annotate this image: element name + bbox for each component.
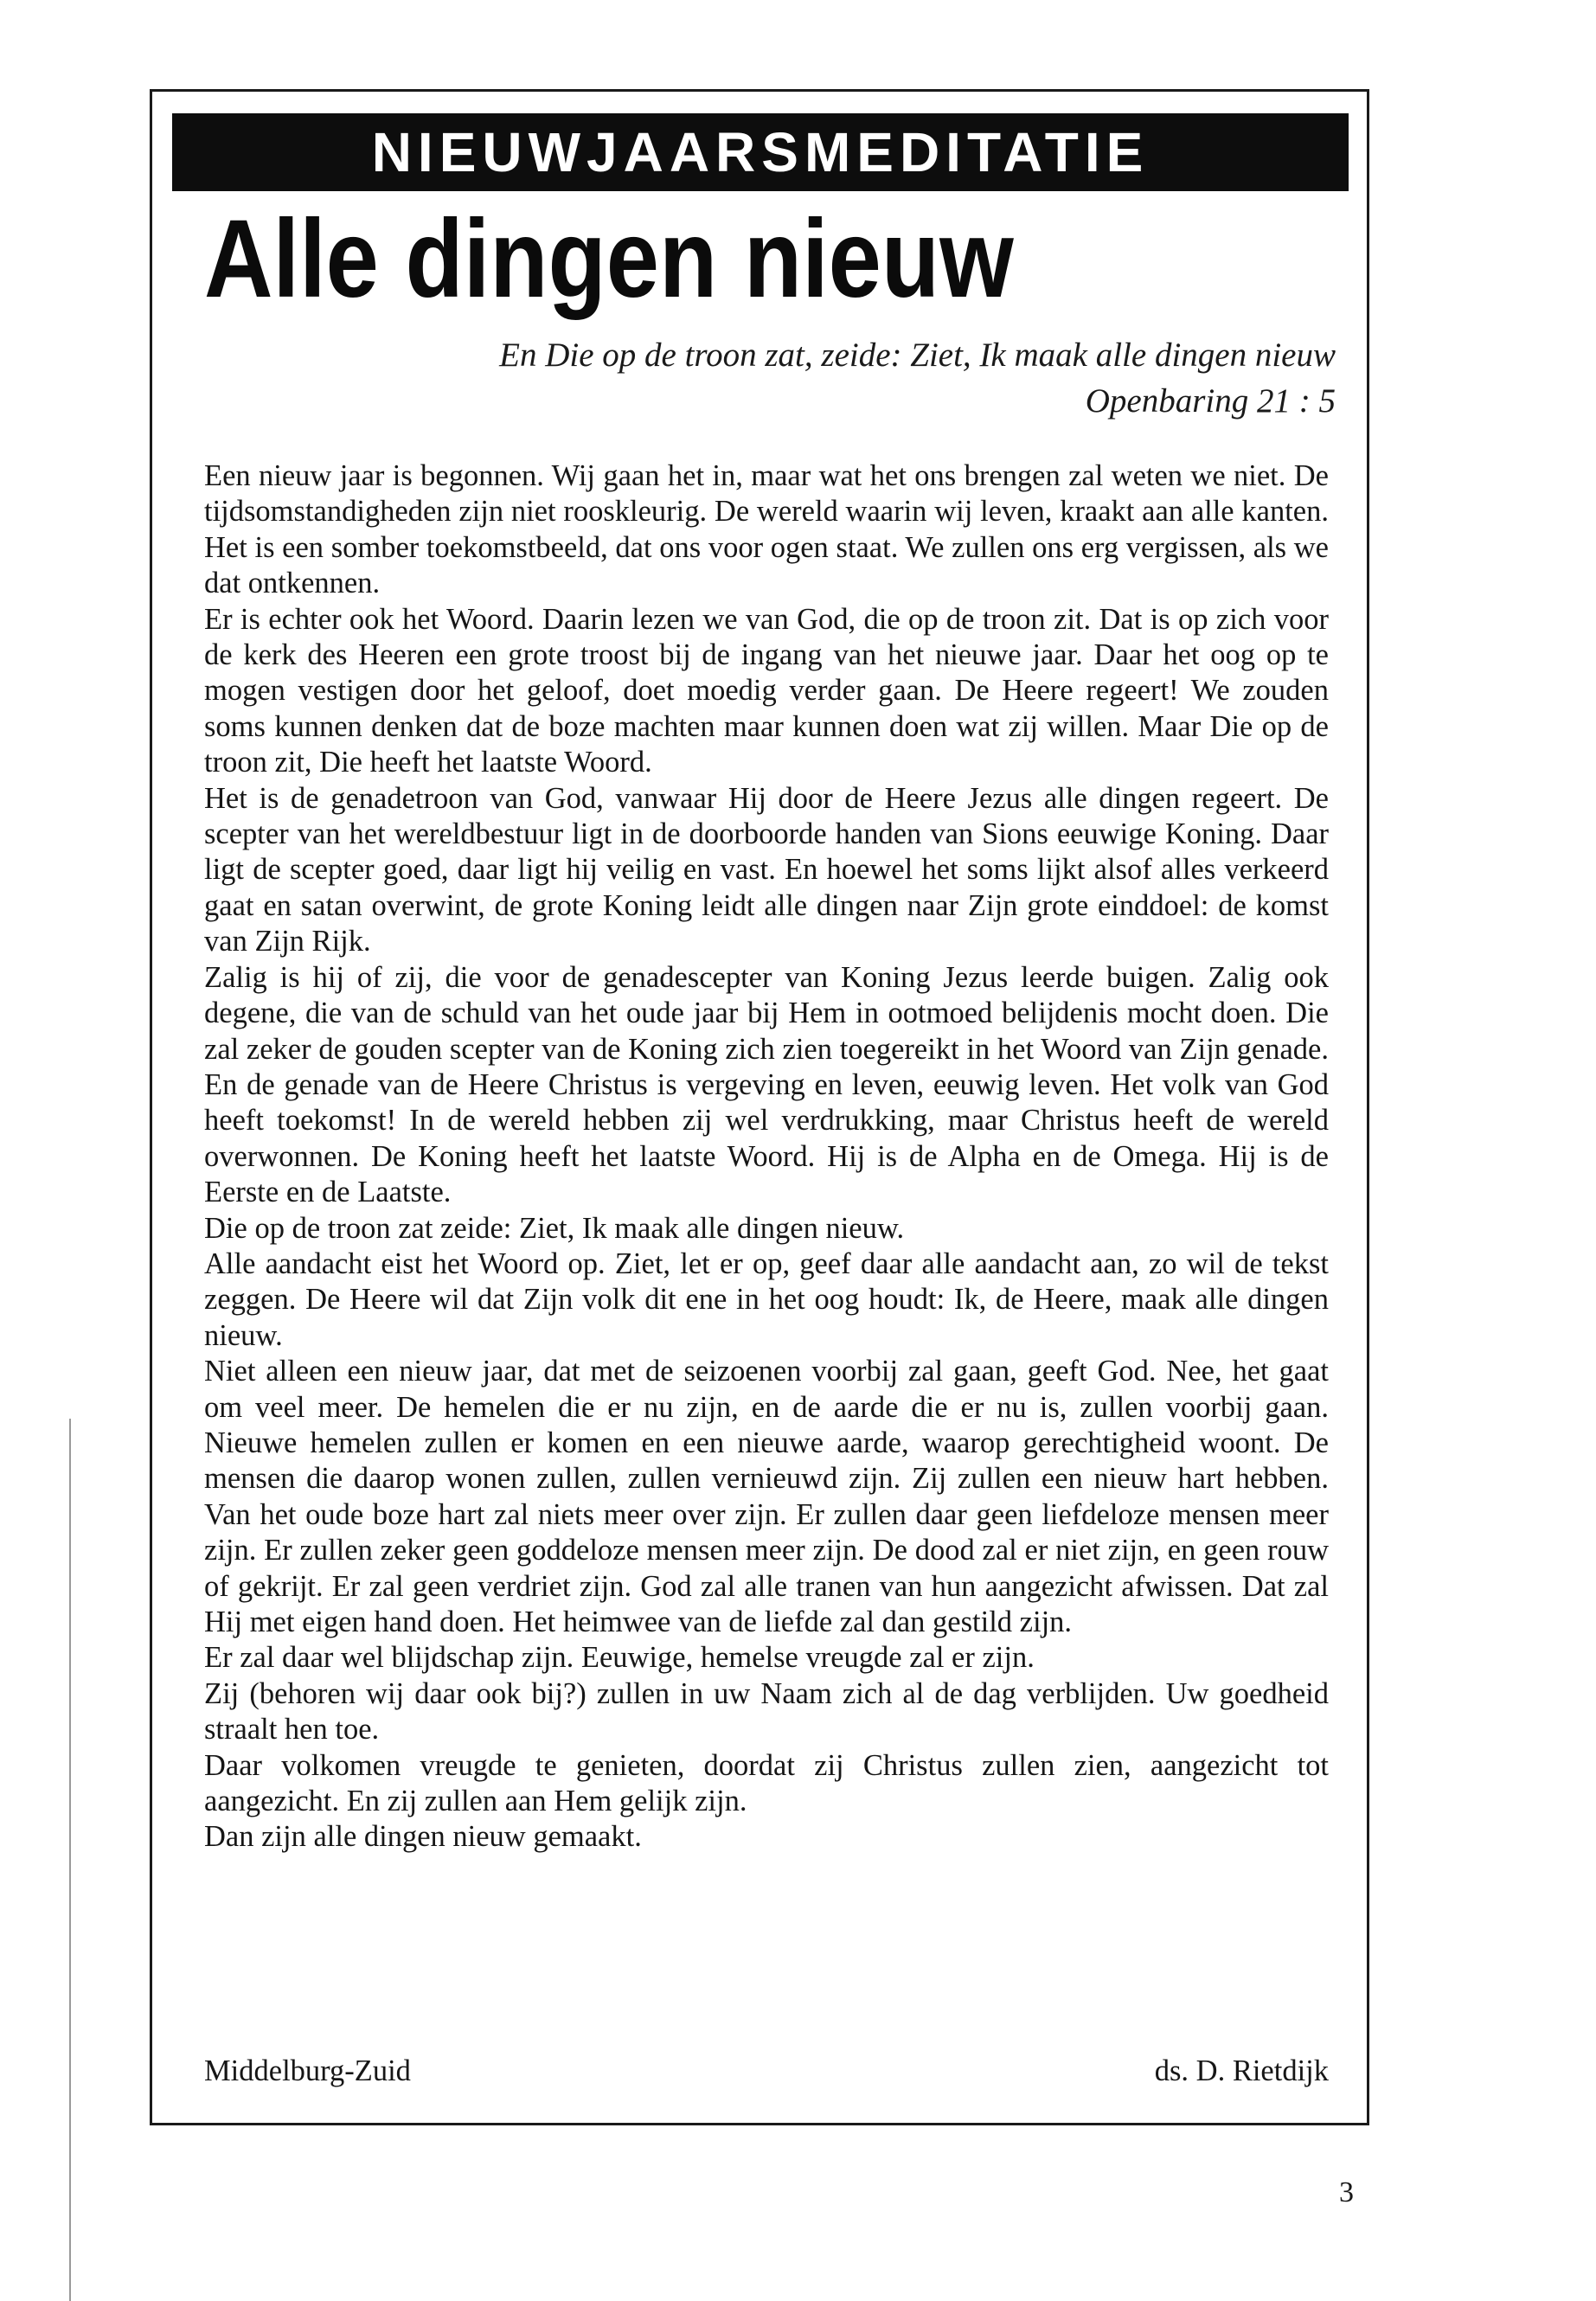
paragraph: Er zal daar wel blijdschap zijn. Eeuwige, hemelse vreugde zal er zijn. (204, 1641, 1035, 1675)
page-number: 3 (1339, 2176, 1354, 2208)
paragraph: Het is de genadetroon van God, vanwaar Hij door de Heere Jezus alle dingen regeert. De scepter van het wereldbestuur ligt in de doorboorde handen van Sions eeuwige Koning. Daar ligt de scepter goed, daar ligt hij veilig en vast. En hoewel het soms lijkt alsof alles verkeerd gaat en satan overwint, de grote Koning leidt alle dingen naar Zijn grote einddoel: de komst van Zijn Rijk. (204, 781, 1329, 958)
paragraph: Er is echter ook het Woord. Daarin lezen we van God, die op de troon zit. Dat is op zich voor de kerk des Heeren een grote troost bij de ingang van het nieuwe jaar. Daar het oog op te mogen vestigen door het geloof, doet moedig verder gaan. De Heere regeert! We zouden soms kunnen denken dat de boze machten maar kunnen doen wat zij willen. Maar Die op de troon zit, Die heeft het laatste Woord. (204, 602, 1329, 779)
section-banner (172, 113, 1349, 191)
paragraph: Zalig is hij of zij, die voor de genadescepter van Koning Jezus leerde buigen. Zalig ook degene, die van de schuld van het oude jaar bij Hem in ootmoed belijdenis mocht doen. Die zal zeker de gouden scepter van de Koning zich zien toegereikt in het Woord van Zijn genade. En de genade van de Heere Christus is vergeving en leven, eeuwig leven. Het volk van God heeft toekomst! In de wereld hebben zij wel verdrukking, maar Christus heeft de wereld overwonnen. De Koning heeft het laatste Woord. Hij is de Alpha en de Omega. Hij is de Eerste en de Laatste. (204, 960, 1329, 1209)
paragraph: Een nieuw jaar is begonnen. Wij gaan het in, maar wat het ons brengen zal weten we niet. De tijdsomstandigheden zijn niet rooskleurig. De wereld waarin wij leven, kraakt aan alle kanten. Het is een somber toekomstbeeld, dat ons voor ogen staat. We zullen ons erg vergissen, als we dat ontkennen. (204, 459, 1329, 600)
paragraph: Dan zijn alle dingen nieuw gemaakt. (204, 1820, 642, 1854)
article-signature (204, 2054, 1329, 2089)
article-frame (150, 89, 1369, 2125)
paragraph: Niet alleen een nieuw jaar, dat met de seizoenen voorbij zal gaan, geeft God. Nee, het gaat om veel meer. De hemelen die er nu zijn, en de aarde die er nu is, zullen voorbij gaan. Nieuwe hemelen zullen er komen en een nieuwe aarde, waarop gerechtigheid woont. De mensen die daarop wonen zullen, zullen vernieuwd zijn. Zij zullen een nieuw hart hebben. Van het oude boze hart zal niets meer over zijn. Er zullen daar geen liefdeloze mensen meer zijn. Er zullen zeker geen goddeloze mensen meer zijn. De dood zal er niet zijn, en geen rouw of gekrijt. Er zal geen verdriet zijn. God zal alle tranen van hun aangezicht afwissen. Dat zal Hij met eigen hand doen. Het heimwee van de liefde zal dan gestild zijn. (204, 1355, 1329, 1638)
paragraph: Die op de troon zat zeide: Ziet, Ik maak alle dingen nieuw. (204, 1211, 905, 1245)
paragraph: Daar volkomen vreugde te genieten, doordat zij Christus zullen zien, aangezicht tot aangezicht. En zij zullen aan Hem gelijk zijn. (204, 1748, 1329, 1818)
bible-epigraph (499, 332, 1336, 424)
banner-label: NIEUWJAARSMEDITATIE (371, 121, 1150, 183)
epigraph-quote: En Die op de troon zat, zeide: Ziet, Ik maak alle dingen nieuw (499, 336, 1336, 374)
epigraph-reference: Openbaring 21 : 5 (1085, 382, 1336, 420)
signature-author: ds. D. Rietdijk (1154, 2054, 1329, 2087)
paragraph: Zij (behoren wij daar ook bij?) zullen in uw Naam zich al de dag verblijden. Uw goedheid straalt hen toe. (204, 1676, 1329, 1747)
article-body (204, 458, 1329, 1856)
article-title: Alle dingen nieuw (204, 197, 1014, 321)
page-edge-line (69, 1419, 71, 2301)
paragraph: Alle aandacht eist het Woord op. Ziet, let er op, geef daar alle aandacht aan, zo wil de tekst zeggen. De Heere wil dat Zijn volk dit ene in het oog houdt: Ik, de Heere, maak alle dingen nieuw. (204, 1247, 1329, 1352)
signature-place: Middelburg-Zuid (204, 2054, 411, 2087)
